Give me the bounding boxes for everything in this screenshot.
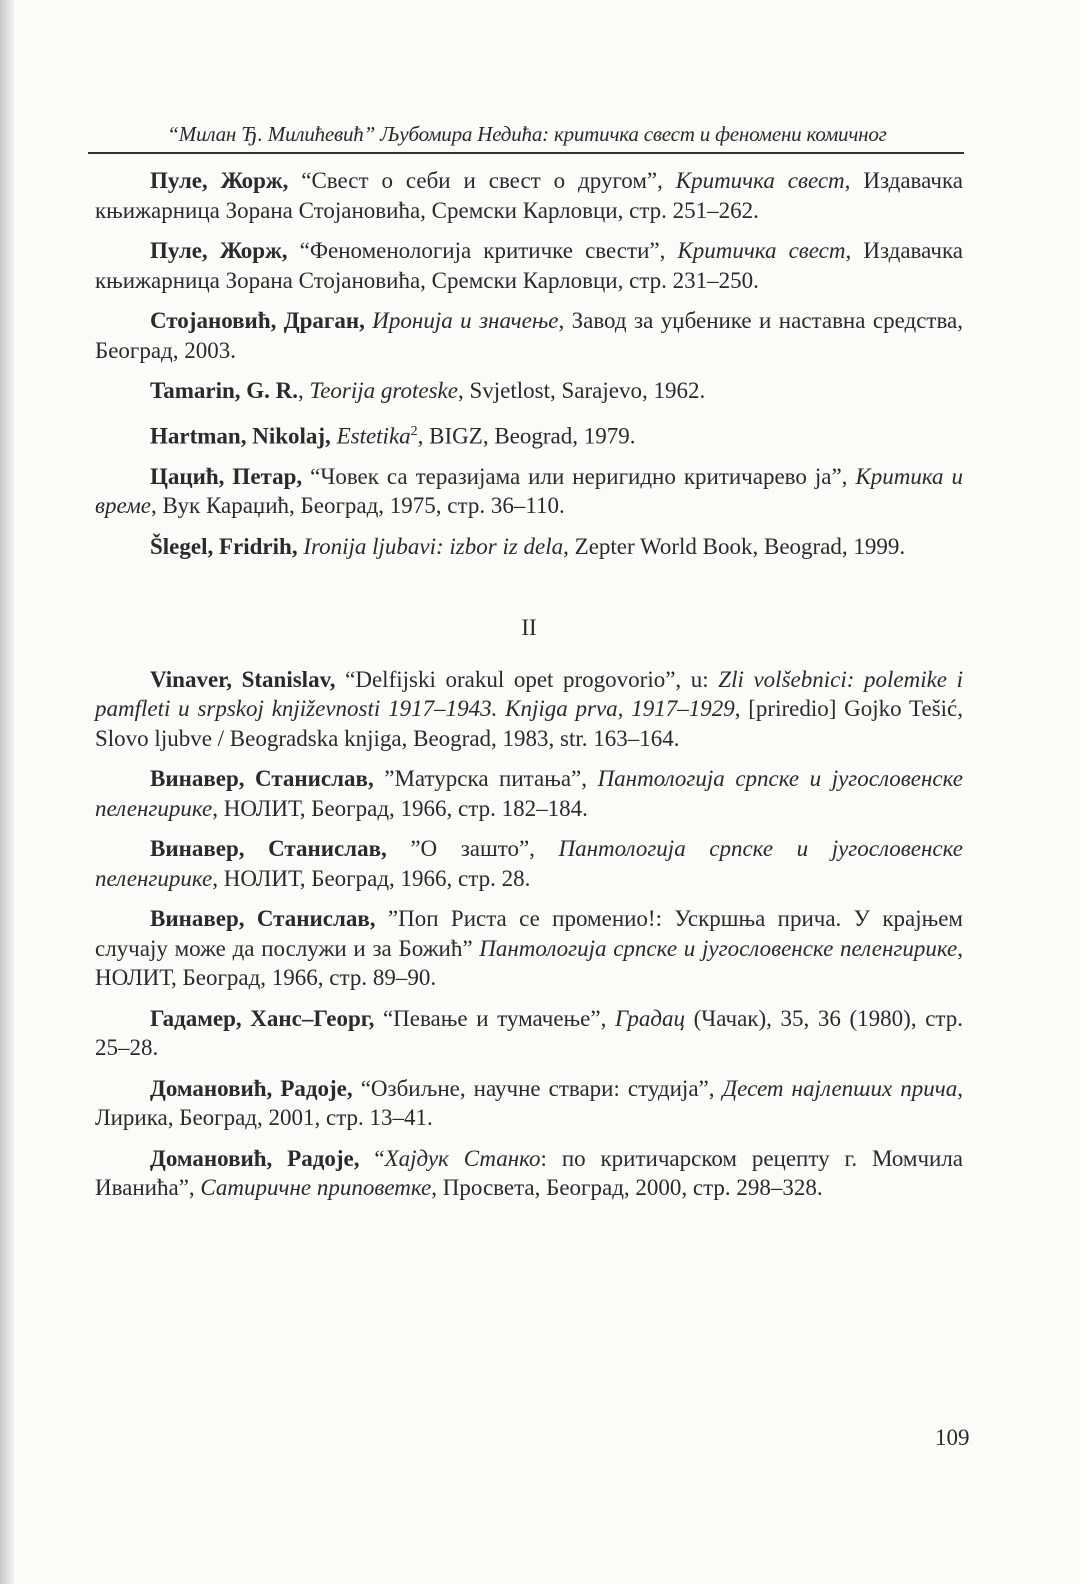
bibliography-entry bbox=[95, 904, 963, 993]
entry-text: , Лирика, Београд, 2001, стр. 13–41. bbox=[95, 1075, 964, 1131]
entry-author: Пуле, Жорж, bbox=[150, 168, 302, 193]
entry-text: , Завод за уџбенике и наставна средства, Београд, 2003. bbox=[95, 308, 963, 363]
entry-author: Hartman, Nikolaj, bbox=[150, 423, 337, 449]
entry-text: , Zepter World Book, Beograd, 1999. bbox=[563, 533, 906, 559]
entry-title: Хајдук Станко bbox=[384, 1145, 541, 1171]
entry-author: Винавер, Станислав, bbox=[150, 766, 385, 792]
entry-text: “ bbox=[374, 1145, 385, 1171]
entry-title: Десет најлепших прича bbox=[722, 1075, 958, 1101]
entry-text: , Svjetlost, Sarajevo, 1962. bbox=[457, 378, 706, 403]
bibliography-entry bbox=[95, 834, 963, 893]
entry-text: , [priredio] Gojko Tešić, Slovo ljubve / Beogradska knjiga, Beograd, 1983, str. 163–164. bbox=[95, 696, 963, 751]
bibliography-entry bbox=[95, 1074, 963, 1133]
entry-text: “Озбиљне, научне ствари: студија”, bbox=[360, 1075, 723, 1101]
entry-title: Критика и време bbox=[95, 463, 964, 519]
bibliography-entry bbox=[95, 532, 963, 562]
entry-title: Zli volšebnici: polemike i pamfleti u srpskoj književnosti 1917–1943. Knjiga prva, 1917–1929 bbox=[95, 666, 963, 722]
entry-author: Tamarin, G. R. bbox=[150, 378, 299, 403]
entry-text: ”Поп Риста се променио!: Ускршња прича. У крајњем случају може да послужи и за Божић” bbox=[95, 906, 963, 961]
entry-text: , Издавачка књижарница Зорана Стојановића, Сремски Карловци, стр. 251–262. bbox=[95, 168, 963, 223]
entry-text: , BIGZ, Beograd, 1979. bbox=[417, 423, 636, 449]
bibliography-section-2 bbox=[95, 665, 963, 1203]
entry-title: Градац bbox=[614, 1005, 686, 1031]
entry-text: ”О зашто”, bbox=[410, 836, 559, 862]
entry-text: “Delfijski orakul opet progovorio”, u: bbox=[345, 666, 719, 692]
entry-text: , Вук Караџић, Београд, 1975, стр. 36–110. bbox=[151, 493, 565, 519]
entry-text: “Певање и тумачење”, bbox=[382, 1005, 615, 1031]
entry-author: Цацић, Петар, bbox=[150, 463, 311, 489]
bibliography-entry bbox=[95, 306, 963, 365]
entry-text: 2 bbox=[410, 423, 418, 439]
bibliography-entry bbox=[95, 1144, 963, 1203]
bibliography bbox=[95, 166, 963, 1214]
entry-title: Иронија и значење bbox=[372, 308, 559, 333]
entry-title: Пантологија српске и југословенске пеленгирике bbox=[95, 766, 963, 821]
entry-title: Критичка свест bbox=[677, 238, 846, 263]
scan-edge bbox=[0, 0, 14, 1584]
entry-text: , НОЛИТ, Београд, 1966, стр. 182–184. bbox=[212, 795, 588, 821]
bibliography-entry bbox=[95, 236, 963, 295]
bibliography-entry bbox=[95, 1004, 963, 1063]
entry-text: : по критичарском рецепту г. Момчила Иванића”, bbox=[95, 1145, 964, 1201]
entry-text: “Феноменологија критичке свести”, bbox=[299, 238, 678, 263]
entry-text: , Издавачка књижарница Зорана Стојановића, Сремски Карловци, стр. 231–250. bbox=[95, 238, 963, 293]
bibliography-entry bbox=[95, 376, 963, 406]
entry-author: Стојановић, Драган, bbox=[150, 308, 373, 333]
entry-author: Пуле, Жорж, bbox=[150, 238, 300, 263]
bibliography-entry bbox=[95, 665, 963, 754]
entry-author: Винавер, Станислав, bbox=[150, 836, 411, 862]
entry-text: ”Матурска питања”, bbox=[384, 766, 598, 792]
section-heading: II bbox=[521, 615, 537, 641]
entry-author: Винавер, Станислав, bbox=[150, 906, 388, 932]
entry-author: Домановић, Радоје, bbox=[150, 1145, 375, 1171]
bibliography-entry bbox=[95, 166, 963, 225]
entry-title: Teorija groteske bbox=[309, 378, 458, 403]
entry-text: , НОЛИТ, Београд, 1966, стр. 89–90. bbox=[95, 935, 963, 991]
entry-text: , НОЛИТ, Београд, 1966, стр. 28. bbox=[212, 865, 531, 891]
entry-text: “Човек са теразијама или неригидно критичарево ја”, bbox=[310, 463, 856, 489]
entry-text: “Свест о себи и свест о другом”, bbox=[301, 168, 676, 193]
entry-title: Критичка свест bbox=[675, 168, 845, 193]
bibliography-entry bbox=[95, 462, 963, 521]
bibliography-section-1 bbox=[95, 166, 963, 561]
entry-title: Ironija ljubavi: izbor iz dela bbox=[303, 533, 564, 559]
entry-author: Vinaver, Stanislav, bbox=[150, 666, 346, 692]
entry-text: , Просвета, Београд, 2000, стр. 298–328. bbox=[431, 1175, 823, 1201]
entry-title: Estetika bbox=[336, 423, 411, 449]
entry-title: Сатиричне приповетке bbox=[200, 1175, 432, 1201]
page-number: 109 bbox=[935, 1425, 970, 1450]
entry-author: Домановић, Радоје, bbox=[150, 1075, 361, 1101]
entry-title: Пантологија српске и југословенске пеленгирике bbox=[479, 935, 958, 961]
bibliography-entry bbox=[95, 764, 963, 823]
entry-author: Гадамер, Ханс–Георг, bbox=[150, 1005, 383, 1031]
running-header: “Милан Ђ. Милићевић” Љубомира Недића: критичка свест и феномени комичног bbox=[167, 122, 887, 146]
entry-title: Пантологија српске и југословенске пеленгирике bbox=[95, 836, 963, 891]
entry-text: , bbox=[298, 378, 310, 403]
header-rule bbox=[88, 152, 964, 154]
bibliography-entry bbox=[95, 417, 963, 451]
entry-author: Šlegel, Fridrih, bbox=[150, 533, 304, 559]
entry-text: (Чачак), 35, 36 (1980), стр. 25–28. bbox=[95, 1005, 963, 1061]
